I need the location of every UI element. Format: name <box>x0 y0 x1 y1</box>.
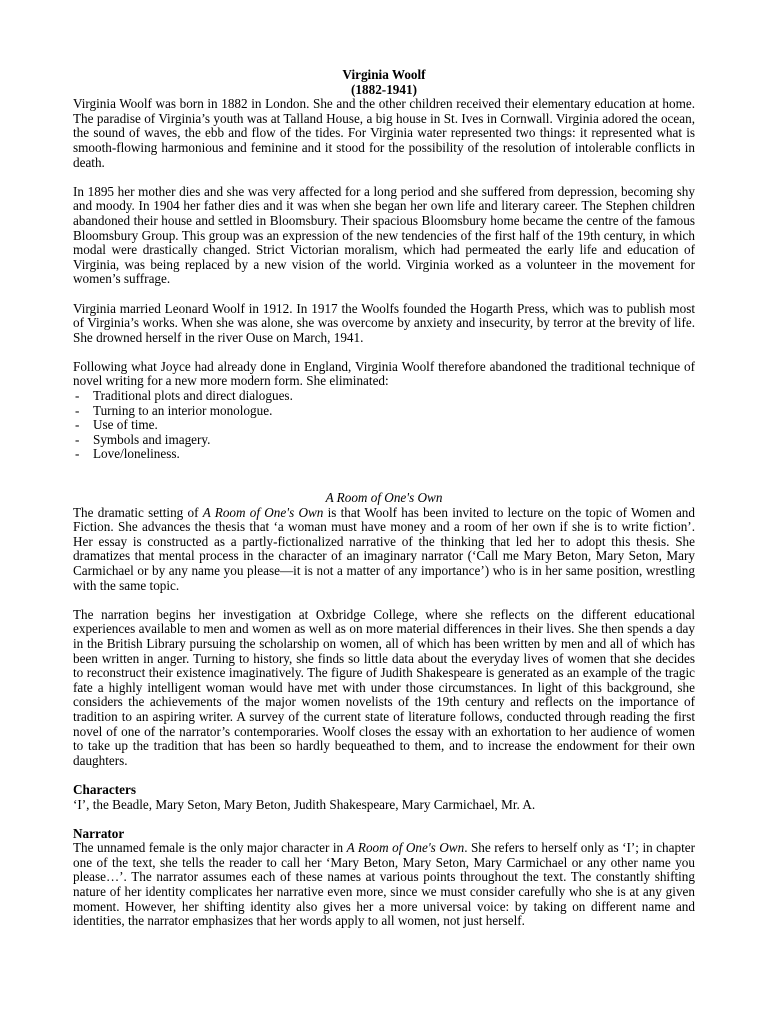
list-item <box>73 433 695 448</box>
characters-heading: Characters <box>73 781 136 797</box>
list-item <box>73 447 695 462</box>
narrator-heading: Narrator <box>73 825 125 841</box>
bio-paragraph-2: In 1895 her mother dies and she was very affected for a long period and she suffered from depression, becoming shy and moody. In 1904 her father dies and it was when she began her own life and literary career. The Stephen children abandoned their house and settled in Bloomsbury. Their spacious Bloomsbury home became the centre of the famous Bloomsbury Group. This group was an expression of the new tendencies of the first half of the 19th century, in which modal were drastically changed. Strict Victorian moralism, which had permeated the early life and education of Virginia, was being replaced by a new vision of the world. Virginia worked as a volunteer in the movement for women’s suffrage. <box>73 183 695 287</box>
room-paragraph-1-start: The dramatic setting of <box>73 504 203 520</box>
room-paragraph-1 <box>73 506 695 594</box>
list-item <box>73 404 695 419</box>
life-dates: (1882-1941) <box>351 81 417 97</box>
list-item-text: Symbols and imagery. <box>93 431 211 447</box>
document-page <box>73 68 695 929</box>
bio-paragraph-1: Virginia Woolf was born in 1882 in London. She and the other children received their elementary education at home. The paradise of Virginia’s youth was at Talland House, a big house in St. Ives in Cornwall. Virginia adored the ocean, the sound of waves, the ebb and flow of the tides. For Virginia water represented two things: it represented what is smooth-flowing harmonious and feminine and it stood for the possibility of the resolution of intolerable conflicts in death. <box>73 96 695 170</box>
list-item <box>73 389 695 404</box>
bio-paragraph-3: Virginia married Leonard Woolf in 1912. In 1917 the Woolfs founded the Hogarth Press, which was to publish most of Virginia’s works. When she was alone, she was overcome by anxiety and insecurity, by terror at the brevity of life. She drowned herself in the river Ouse on March, 1941. <box>73 300 695 345</box>
spacer <box>73 287 695 302</box>
book-title-italic: A Room of One's Own <box>202 504 324 520</box>
spacer <box>73 593 695 608</box>
spacer <box>73 345 695 360</box>
document-title: Virginia Woolf <box>342 67 426 82</box>
list-item-text: Love/loneliness. <box>93 446 180 462</box>
list-item-text: Traditional plots and direct dialogues. <box>93 388 293 404</box>
spacer <box>73 170 695 185</box>
dash-bullet: - <box>75 417 80 433</box>
book-title-italic: A Room of One's Own <box>346 840 465 856</box>
room-paragraph-1-rest: is that Woolf has been invited to lecture on the topic of Women and Fiction. She advances the thesis that ‘a woman must have money and a room of her own if she is to write fiction’. Her essay is constructed as a partly-fictionalized narrative of the thinking that led her to adopt this thesis. She dramatizes that mental process in the character of an imaginary narrator (‘Call me Mary Beton, Mary Seton, Mary Carmichael or by any name you please—it is not a matter of any importance’) who is in her same position, wrestling with the same topic. <box>73 504 695 593</box>
eliminated-techniques-list <box>73 389 695 462</box>
dash-bullet: - <box>75 446 80 462</box>
dash-bullet: - <box>75 402 80 418</box>
section-title-room: A Room of One's Own <box>325 490 443 506</box>
list-item-text: Turning to an interior monologue. <box>93 402 273 418</box>
dash-bullet: - <box>75 431 80 447</box>
spacer <box>73 462 695 491</box>
narrator-paragraph-start: The unnamed female is the only major character in <box>73 840 347 856</box>
narrator-paragraph <box>73 841 695 929</box>
narrator-paragraph-rest: . She refers to herself only as ‘I’; in chapter one of the text, she tells the reader to call her ‘Mary Beton, Mary Seton, Mary Carmichael or any other name you please…’. The narrator assumes each of these names at various points throughout the text. The constantly shifting nature of her identity complicates her narrative even more, since we must consider carefully who she is at any given moment. However, her shifting identity also gives her a more universal voice: by taking on different name and identities, the narrator emphasizes that her words apply to all women, not just herself. <box>73 840 695 929</box>
list-item <box>73 418 695 433</box>
dash-bullet: - <box>75 388 80 404</box>
spacer <box>73 768 695 783</box>
room-paragraph-2: The narration begins her investigation at Oxbridge College, where she reflects on the different educational experiences available to men and women as well as on more material differences in their lives. She then spends a day in the British Library pursuing the scholarship on women, all of which has been written by men and all of which has been written in anger. Turning to history, she finds so little data about the everyday lives of women that she decides to reconstruct their existence imaginatively. The figure of Judith Shakespeare is generated as an example of the tragic fate a highly intelligent woman would have met with under those circumstances. In light of this background, she considers the achievements of the major women novelists of the 19th century and reflects on the importance of tradition to an aspiring writer. A survey of the current state of literature follows, conducted through reading the first novel of one of the narrator’s contemporaries. Woolf closes the essay with an exhortation to her audience of women to take up the tradition that has been so hardly bequeathed to them, and to increase the endowment for their own daughters. <box>73 606 695 768</box>
list-item-text: Use of time. <box>93 417 158 433</box>
bio-paragraph-4: Following what Joyce had already done in England, Virginia Woolf therefore abandoned the traditional technique of novel writing for a new more modern form. She eliminated: <box>73 358 695 389</box>
characters-list: ‘I’, the Beadle, Mary Seton, Mary Beton, Judith Shakespeare, Mary Carmichael, Mr. A. <box>73 796 536 812</box>
spacer <box>73 812 695 827</box>
